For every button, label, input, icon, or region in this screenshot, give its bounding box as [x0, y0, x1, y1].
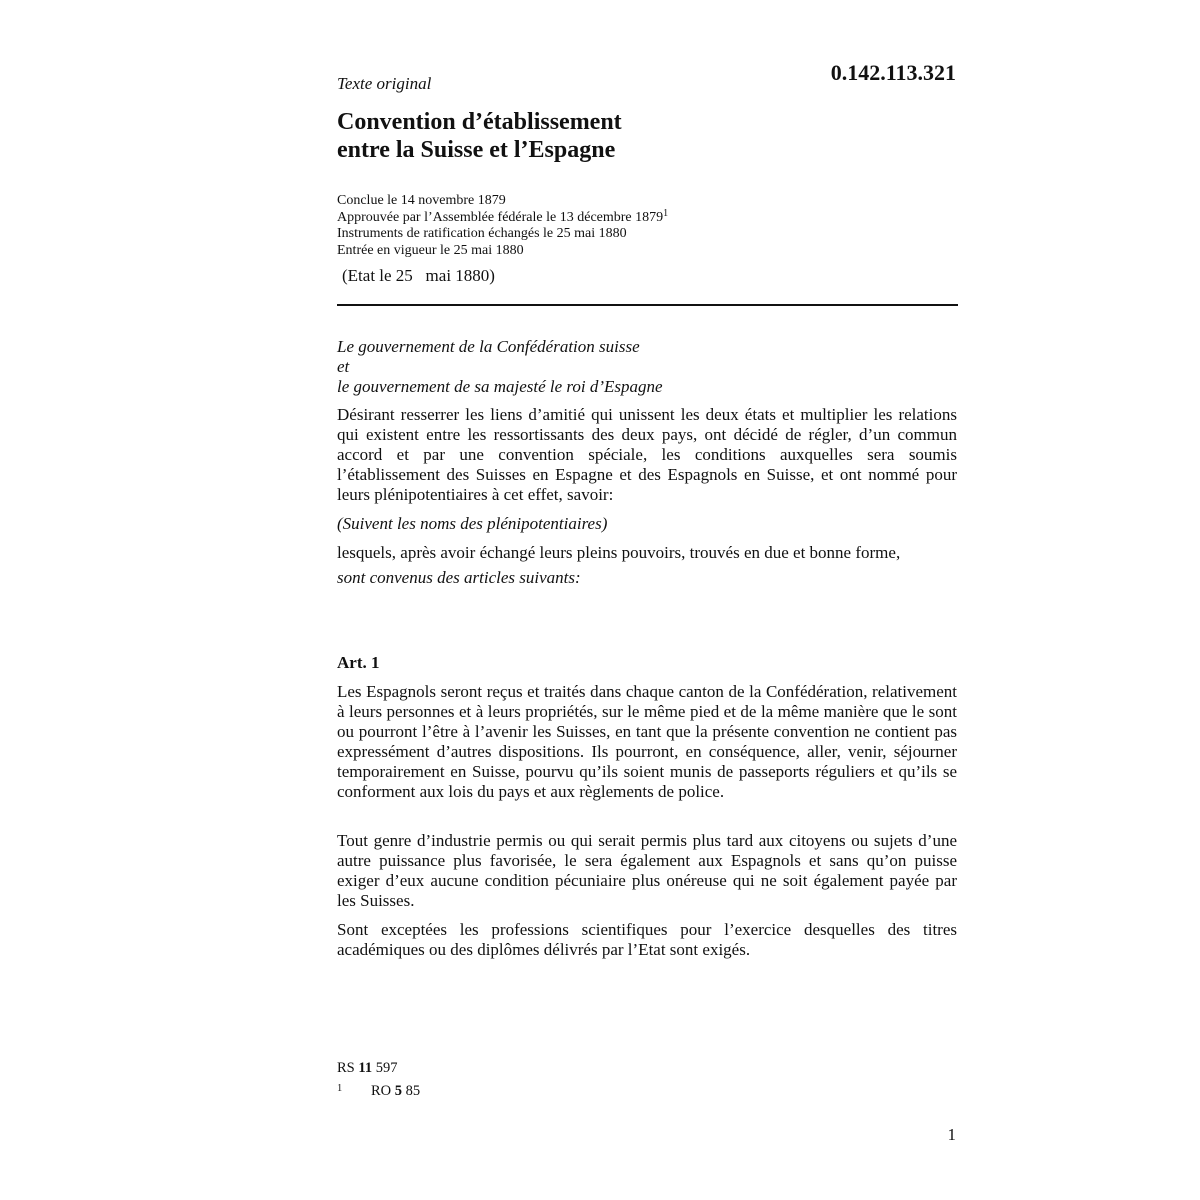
header-label: Texte original [337, 74, 432, 93]
metadata-block [337, 193, 957, 259]
title-line-1: Convention d’établissement [337, 109, 622, 135]
document-title [337, 108, 957, 164]
ro-page: 85 [405, 1083, 421, 1099]
state-date [342, 266, 495, 286]
rs-prefix: RS [337, 1060, 355, 1076]
preamble-intro: Désirant resserrer les liens d’amitié qui unissent les deux états et multiplier les relations qui existent entre les ressortissants des deux pays, ont décidé de régler, d’un commun accord et par une convention spéciale, les conditions auxquelles sera soumis l’établissement des Suisses en Espagne et des Espagnols en Suisse, et ont nommé pour leurs plénipotentiaires à cet effet, savoir: [337, 405, 957, 504]
horizontal-divider [337, 304, 958, 306]
party-spain: le gouvernement de sa majesté le roi d’Espagne [337, 377, 663, 396]
footnote-number: 1 [337, 1083, 343, 1094]
footnote-1 [337, 1080, 420, 1100]
entry-into-force-date: Entrée en vigueur le 25 mai 1880 [337, 242, 524, 258]
party-switzerland: Le gouvernement de la Confédération suisse [337, 337, 640, 356]
article-1-paragraph-1: Les Espagnols seront reçus et traités dans chaque canton de la Confédération, relativement à leurs personnes et à leurs propriétés, sur le même pied et de la même manière que le sont ou pourront l’être à l’avenir les Suisses, en tant que la présente convention ne contient pas expressément d’autres dispositions. Ils pourront, en conséquence, aller, venir, séjourner temporairement en Suisse, pourvu qu’ils soient munis de passeports réguliers et qu’ils se conforment aux lois du pays et aux règlements de police. [337, 682, 957, 801]
footnote-ref[interactable]: 1 [663, 207, 669, 219]
article-1-heading: Art. 1 [337, 653, 380, 672]
page-number: 1 [947, 1125, 956, 1144]
document-number: 0.142.113.321 [830, 60, 956, 85]
party-conjunction: et [337, 357, 350, 376]
rs-volume: 11 [358, 1060, 373, 1076]
plenipotentiaries-note: (Suivent les noms des plénipotentiaires) [337, 514, 608, 533]
article-1-paragraph-3: Sont exceptées les professions scientifiques pour l’exercice desquelles des titres académiques ou des diplômes délivrés par l’Etat sont exigés. [337, 920, 957, 959]
preamble-parties [337, 337, 957, 397]
agreed-statement: sont convenus des articles suivants: [337, 568, 581, 587]
rs-page: 597 [375, 1060, 398, 1076]
article-1-paragraph-2: Tout genre d’industrie permis ou qui serait permis plus tard aux citoyens ou sujets d’une autre puissance plus favorisée, le sera également aux Espagnols et sans qu’on puisse exiger d’eux aucune condition pécuniaire plus onéreuse qui ne soit également payée par les Suisses. [337, 831, 957, 910]
concluded-date: Conclue le 14 novembre 1879 [337, 193, 506, 208]
ratification-date: Instruments de ratification échangés le 25 mai 1880 [337, 226, 627, 241]
state-date-text: (Etat le 25 mai 1880) [342, 266, 495, 285]
powers-statement: lesquels, après avoir échangé leurs pleins pouvoirs, trouvés en due et bonne forme, [337, 543, 901, 562]
ro-volume: 5 [394, 1083, 403, 1099]
title-line-2: entre la Suisse et l’Espagne [337, 137, 616, 163]
ro-prefix: RO [371, 1083, 392, 1099]
approved-text: Approuvée par l’Assemblée fédérale le 13 décembre 1879 [337, 209, 664, 225]
approved-date [337, 207, 957, 227]
rs-reference [337, 1059, 397, 1077]
